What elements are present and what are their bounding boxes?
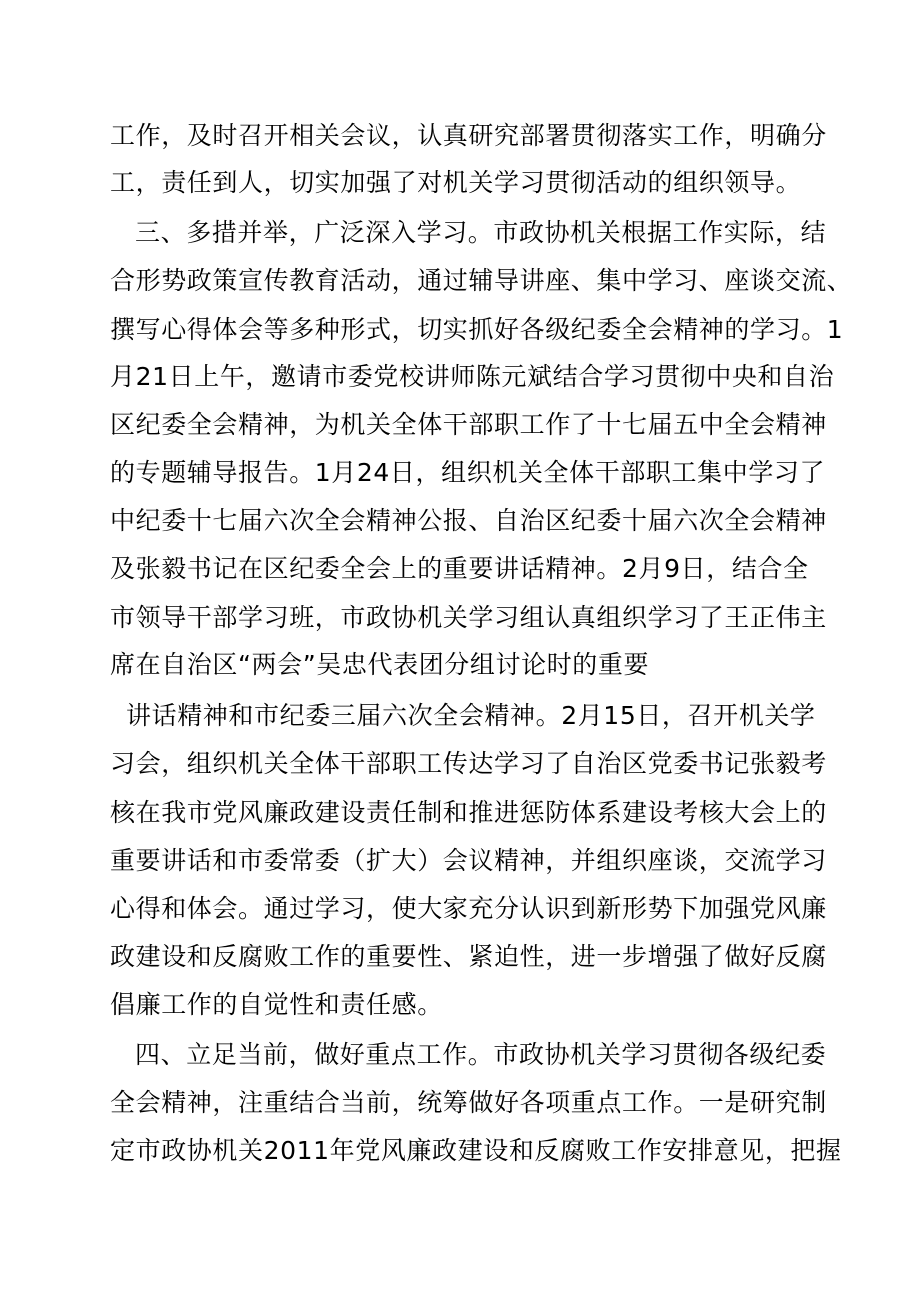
- text-line-5: 撰写心得体会等多种形式，切实抓好各级纪委全会精神的学习。1: [110, 315, 844, 344]
- text-line-16: 重要讲话和市委常委（扩大）会议精神，并组织座谈，交流学习: [110, 846, 827, 875]
- text-line-20: 四、立足当前，做好重点工作。市政协机关学习贯彻各级纪委: [135, 1040, 827, 1069]
- text-line-10: 及张毅书记在区纪委全会上的重要讲话精神。2月9日，结合全: [110, 554, 809, 583]
- text-line-14: 习会，组织机关全体干部职工传达学习了自治区党委书记张毅考: [110, 749, 827, 778]
- text-line-18: 政建设和反腐败工作的重要性、紧迫性，进一步增强了做好反腐: [110, 942, 827, 971]
- text-line-21: 全会精神，注重结合当前，统筹做好各项重点工作。一是研究制: [110, 1088, 827, 1117]
- text-line-1: 工作，及时召开相关会议，认真研究部署贯彻落实工作，明确分: [110, 121, 827, 150]
- text-line-22: 定市政协机关2011年党风廉政建设和反腐败工作安排意见，把握: [110, 1136, 842, 1165]
- text-line-8: 的专题辅导报告。1月24日，组织机关全体干部职工集中学习了: [110, 458, 826, 487]
- text-line-17: 心得和体会。通过学习，使大家充分认识到新形势下加强党风廉: [110, 894, 827, 923]
- text-line-12: 席在自治区“两会”吴忠代表团分组讨论时的重要: [110, 650, 650, 679]
- text-line-9: 中纪委十七届六次全会精神公报、自治区纪委十届六次全会精神: [110, 506, 827, 535]
- text-line-2: 工，责任到人，切实加强了对机关学习贯彻活动的组织领导。: [110, 168, 802, 197]
- text-line-19: 倡廉工作的自觉性和责任感。: [110, 990, 443, 1019]
- text-line-15: 核在我市党风廉政建设责任制和推进惩防体系建设考核大会上的: [110, 798, 827, 827]
- text-line-6: 月21日上午，邀请市委党校讲师陈元斌结合学习贯彻中央和自治: [110, 362, 835, 391]
- text-line-7: 区纪委全会精神，为机关全体干部职工作了十七届五中全会精神: [110, 410, 827, 439]
- text-line-3: 三、多措并举，广泛深入学习。市政协机关根据工作实际，结: [135, 218, 827, 247]
- text-line-4: 合形势政策宣传教育活动，通过辅导讲座、集中学习、座谈交流、: [110, 266, 853, 295]
- text-line-13: 讲话精神和市纪委三届六次全会精神。2月15日，召开机关学: [126, 701, 816, 730]
- text-line-11: 市领导干部学习班，市政协机关学习组认真组织学习了王正伟主: [110, 603, 827, 632]
